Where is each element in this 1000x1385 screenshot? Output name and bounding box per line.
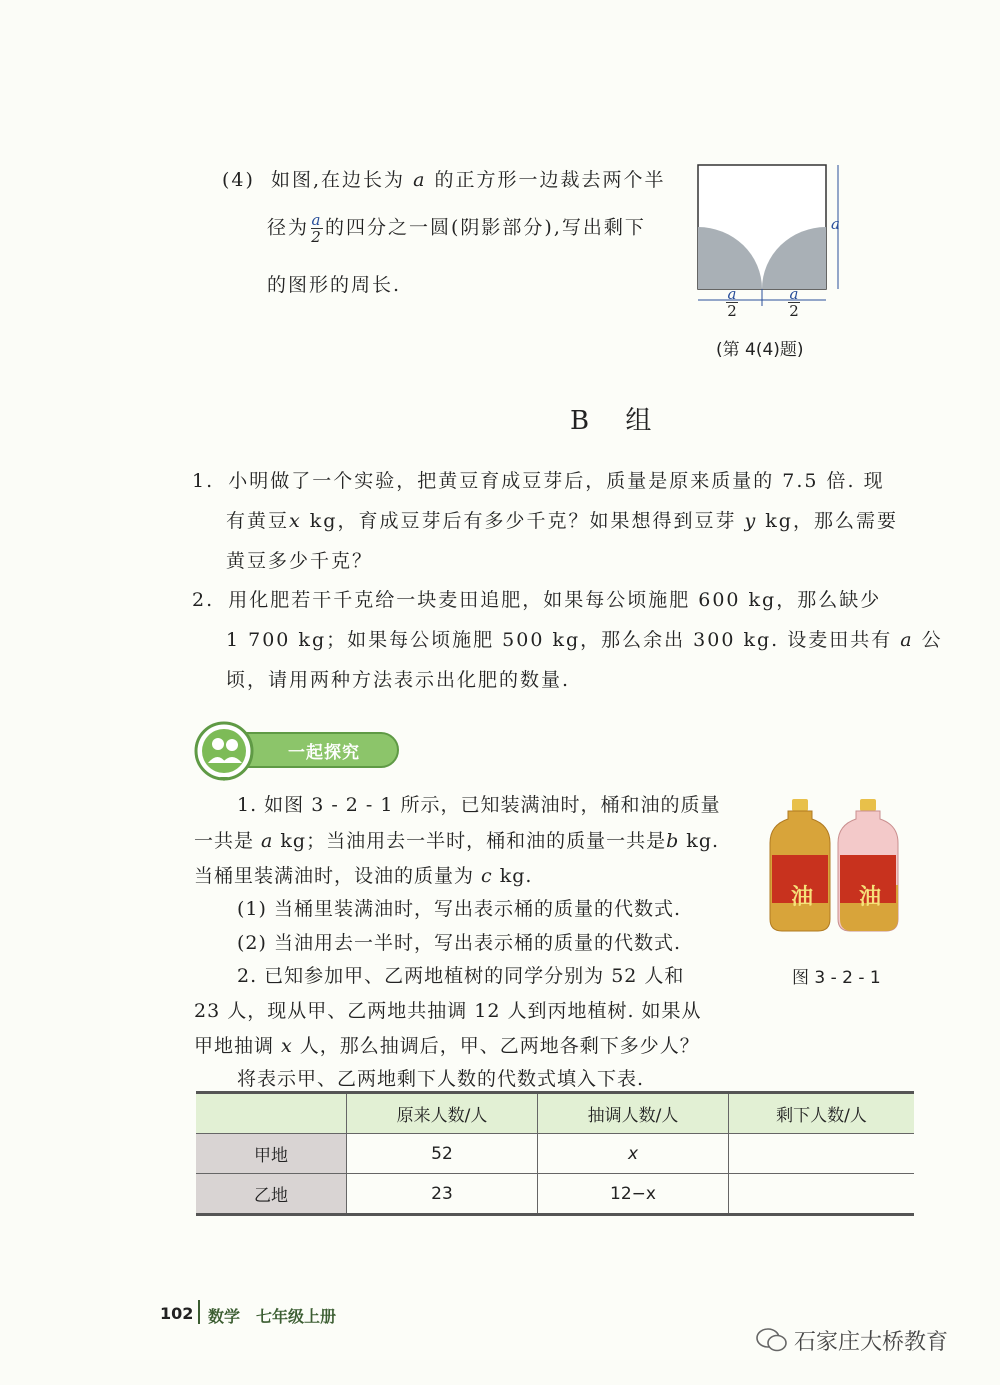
explore-p2-line1: 2. 已知参加甲、乙两地植树的同学分别为 52 人和 (237, 965, 685, 987)
oil-bottle-full (770, 799, 830, 931)
q2-line1: 2. 用化肥若干千克给一块麦田追肥，如果每公顷施肥 600 kg，那么缺少 (192, 589, 882, 611)
problem4-line1: (4) 如图,在边长为 a 的正方形一边裁去两个半 (222, 169, 666, 191)
table-header-cell: 剩下人数/人 (729, 1093, 915, 1134)
table-cell: x (538, 1134, 729, 1174)
q2-line2: 1 700 kg；如果每公顷施肥 500 kg，那么余出 300 kg. 设麦田共有 a 公 (226, 629, 943, 651)
population-table (196, 1091, 914, 1216)
explore-section-badge (190, 721, 402, 781)
square-figure (690, 160, 850, 320)
q1-line2: 有黄豆x kg，育成豆芽后有多少千克？如果想得到豆芽 y kg，那么需要 (226, 510, 898, 532)
explore-p2-line2: 23 人，现从甲、乙两地共抽调 12 人到丙地植树. 如果从 (194, 1000, 702, 1022)
footer-subject: 数学 (208, 1307, 241, 1326)
explore-p1-line2: 一共是 a kg；当油用去一半时，桶和油的质量一共是b kg. (194, 830, 720, 852)
table-header-cell: 原来人数/人 (347, 1093, 538, 1134)
table-row-label: 甲地 (196, 1134, 347, 1174)
explore-p1-line1: 1. 如图 3 - 2 - 1 所示，已知装满油时，桶和油的质量 (237, 794, 721, 816)
table-header-cell (196, 1093, 347, 1134)
table-header-cell: 抽调人数/人 (538, 1093, 729, 1134)
problem4-line2: 径为 $\frac{a}{2}$ 的四分之一圆(阴影部分),写出剩下 (267, 211, 646, 246)
q1-line3: 黄豆多少千克？ (226, 550, 374, 572)
figure-caption-4: (第 4(4)题) (716, 340, 804, 360)
table-row-label: 乙地 (196, 1174, 347, 1215)
problem4-line3: 的图形的周长. (267, 274, 402, 296)
watermark-text: 石家庄大桥教育 (794, 1330, 949, 1355)
footer-divider (198, 1300, 200, 1324)
table-row (196, 1134, 914, 1174)
wechat-icon (756, 1327, 788, 1353)
fraction-a-over-2: $\frac{a}{2}$ (311, 211, 323, 246)
table-cell: 52 (347, 1134, 538, 1174)
table-cell-empty[interactable] (729, 1174, 915, 1215)
group-b-title: B 组 (570, 406, 666, 436)
bottle-label-left: 油 (791, 885, 814, 910)
side-label: a (831, 215, 840, 233)
oil-bottle-half (838, 799, 898, 931)
explore-p1-sub2: (2) 当油用去一半时，写出表示桶的质量的代数式. (237, 932, 681, 954)
explore-p1-line3: 当桶里装满油时，设油的质量为 c kg. (194, 865, 533, 887)
bottle-label-right: 油 (859, 885, 882, 910)
explore-badge-label: 一起探究 (288, 743, 360, 763)
footer-grade: 七年级上册 (256, 1307, 337, 1326)
explore-p2-line4: 将表示甲、乙两地剩下人数的代数式填入下表. (237, 1068, 645, 1090)
person-icon (212, 738, 224, 750)
table-cell: 23 (347, 1174, 538, 1215)
q2-line3: 顷，请用两种方法表示出化肥的数量. (226, 669, 571, 691)
page-number: 102 (160, 1304, 194, 1323)
table-cell: 12−x (538, 1174, 729, 1215)
bottom-label-right: $\frac{a}{2}$ (789, 285, 799, 320)
explore-p2-line3: 甲地抽调 x 人，那么抽调后，甲、乙两地各剩下多少人？ (194, 1035, 700, 1057)
table-row (196, 1174, 914, 1215)
bottom-label-left: $\frac{a}{2}$ (727, 285, 737, 320)
oil-bottles-figure (768, 795, 908, 935)
explore-p1-sub1: (1) 当桶里装满油时，写出表示桶的质量的代数式. (237, 898, 681, 920)
figure-caption-3-2-1: 图 3 - 2 - 1 (792, 968, 881, 988)
table-cell-empty[interactable] (729, 1134, 915, 1174)
q1-line1: 1. 小明做了一个实验，把黄豆育成豆芽后，质量是原来质量的 7.5 倍. 现 (192, 470, 885, 492)
table-header-row (196, 1093, 914, 1134)
